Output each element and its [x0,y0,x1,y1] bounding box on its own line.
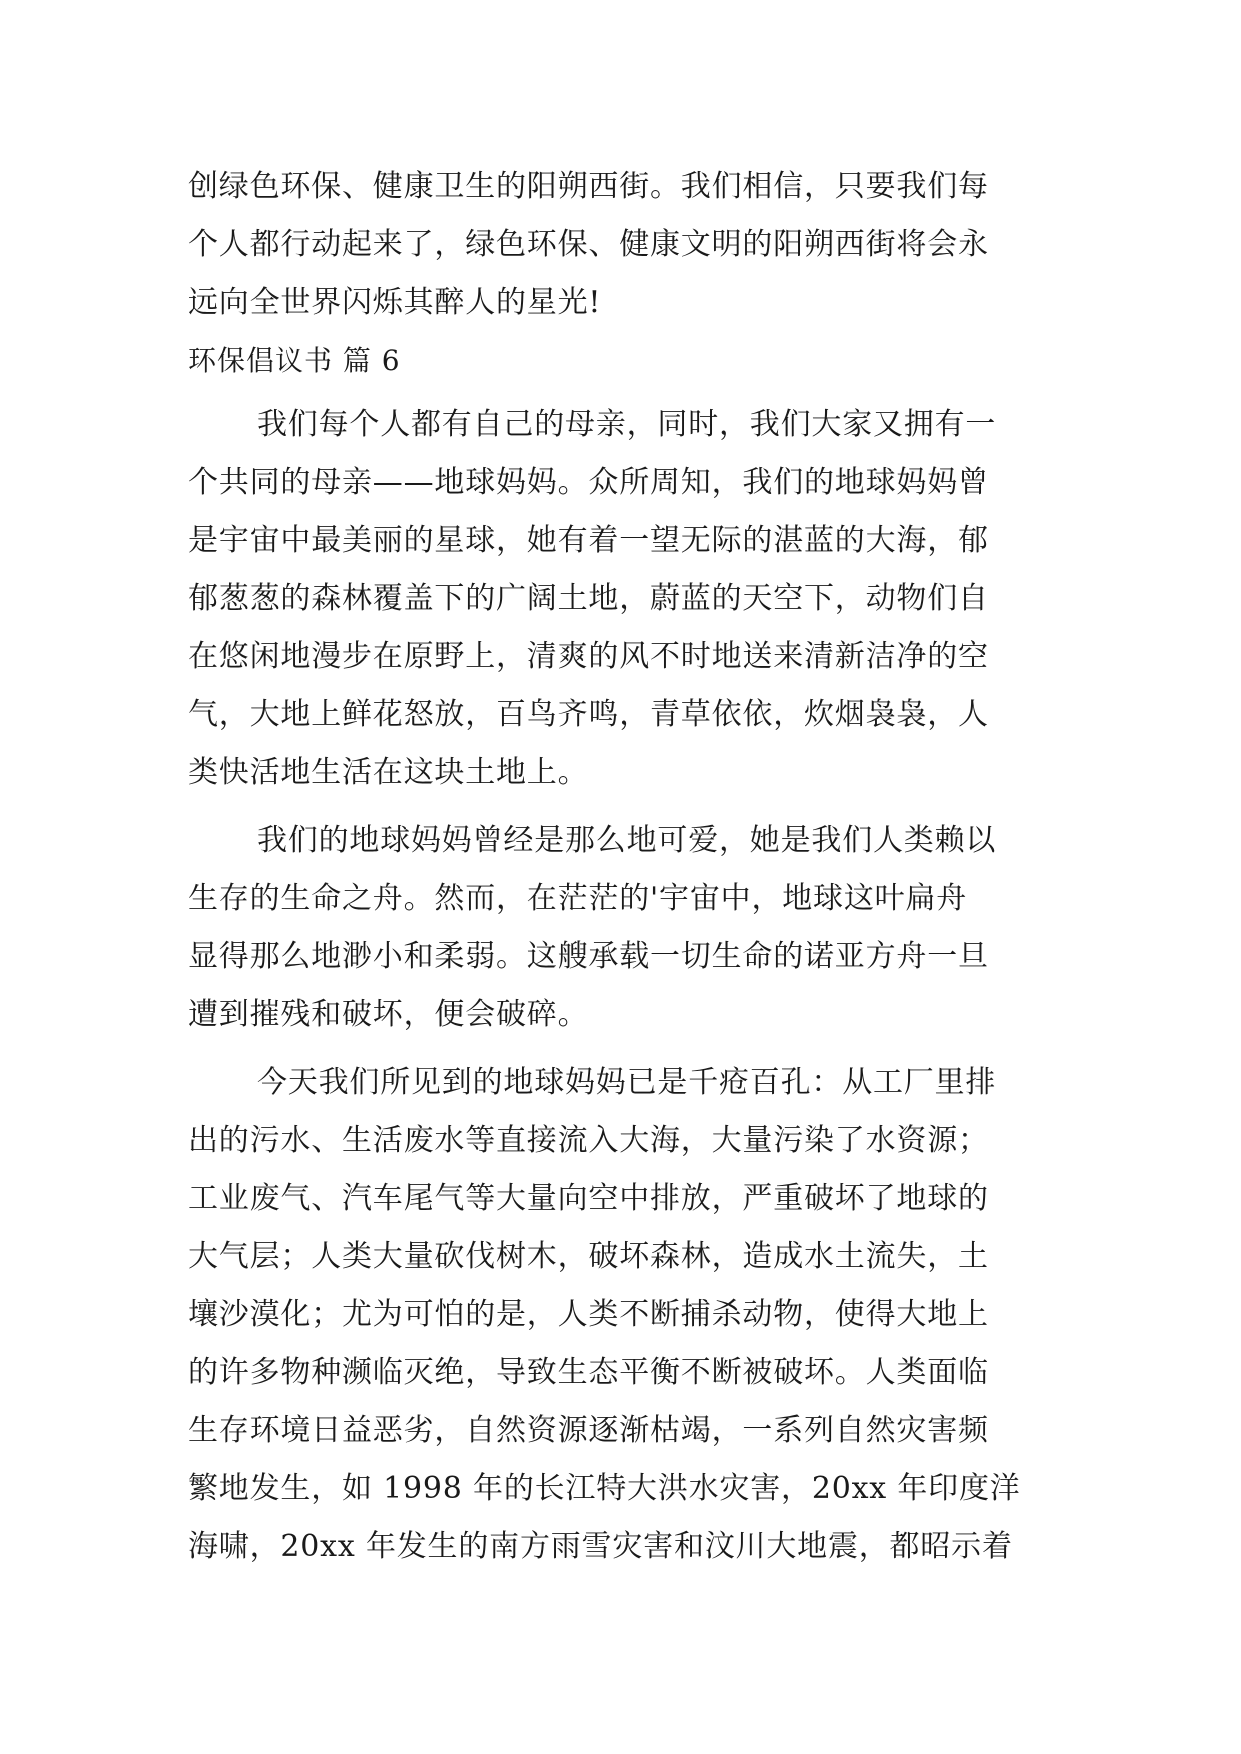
text-line: 个共同的母亲——地球妈妈。众所周知，我们的地球妈妈曾 [188,465,989,500]
text-line: 今天我们所见到的地球妈妈已是千疮百孔：从工厂里排 [257,1065,997,1100]
text-line: 创绿色环保、健康卫生的阳朔西街。我们相信，只要我们每 [188,169,989,204]
paragraph-3 [188,1054,1068,1576]
text-line: 遭到摧残和破坏，便会破碎。 [188,997,589,1032]
intro-paragraph [188,158,1068,332]
text-line: 出的污水、生活废水等直接流入大海，大量污染了水资源； [188,1123,989,1158]
text-line: 气，大地上鲜花怒放，百鸟齐鸣，青草依依，炊烟袅袅，人 [188,697,989,732]
text-line: 工业废气、汽车尾气等大量向空中排放，严重破坏了地球的 [188,1181,989,1216]
text-line: 繁地发生，如 1998 年的长江特大洪水灾害，20xx 年印度洋 [188,1471,1021,1506]
text-line: 海啸，20xx 年发生的南方雨雪灾害和汶川大地震，都昭示着 [188,1529,1013,1564]
text-line: 远向全世界闪烁其醉人的星光! [188,285,602,320]
text-line: 个人都行动起来了，绿色环保、健康文明的阳朔西街将会永 [188,227,989,262]
text-line: 在悠闲地漫步在原野上，清爽的风不时地送来清新洁净的空 [188,639,989,674]
text-line: 郁葱葱的森林覆盖下的广阔土地，蔚蓝的天空下，动物们自 [188,581,989,616]
text-line: 显得那么地渺小和柔弱。这艘承载一切生命的诺亚方舟一旦 [188,939,989,974]
text-line: 类快活地生活在这块土地上。 [188,755,589,790]
text-line: 的许多物种濒临灭绝，导致生态平衡不断被破坏。人类面临 [188,1355,989,1390]
paragraph-1 [188,396,1068,802]
section-title: 环保倡议书 篇 6 [188,344,401,377]
text-line: 生存的生命之舟。然而，在茫茫的'宇宙中，地球这叶扁舟 [188,881,968,916]
paragraph-2 [188,812,1068,1044]
text-line: 是宇宙中最美丽的星球，她有着一望无际的湛蓝的大海，郁 [188,523,989,558]
text-line: 大气层；人类大量砍伐树木，破坏森林，造成水土流失，土 [188,1239,989,1274]
text-line: 壤沙漠化；尤为可怕的是，人类不断捕杀动物，使得大地上 [188,1297,989,1332]
document-body [188,158,1068,1576]
text-line: 生存环境日益恶劣，自然资源逐渐枯竭，一系列自然灾害频 [188,1413,989,1448]
text-line: 我们每个人都有自己的母亲，同时，我们大家又拥有一 [257,407,997,442]
text-line: 我们的地球妈妈曾经是那么地可爱，她是我们人类赖以 [257,823,997,858]
